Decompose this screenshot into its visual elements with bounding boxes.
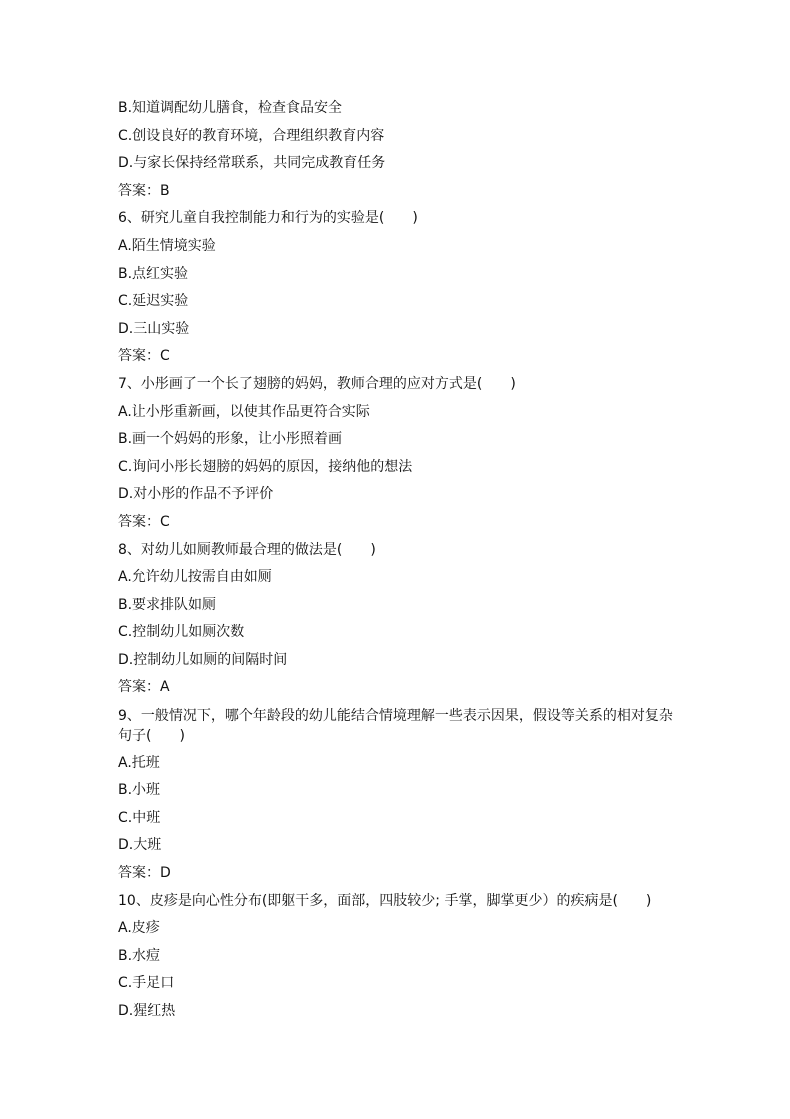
question-line: 10、皮疹是向心性分布(即躯干多，面部，四肢较少; 手掌，脚掌更少）的疾病是( ) (118, 892, 652, 909)
option-line: A.陌生情境实验 (118, 237, 216, 254)
answer-line: 答案：C (118, 348, 170, 365)
option-line: D.大班 (118, 837, 162, 854)
option-line: D.猩红热 (118, 1003, 176, 1019)
option-line: D.对小彤的作品不予评价 (118, 486, 274, 503)
answer-line: 答案：C (118, 513, 170, 530)
option-line: D.与家长保持经常联系，共同完成教育任务 (118, 155, 386, 172)
option-line: A.托班 (118, 754, 160, 771)
answer-line: 答案：A (118, 679, 170, 696)
option-line: B.要求排队如厕 (118, 596, 217, 613)
question-line: 9、一般情况下，哪个年龄段的幼儿能结合情境理解一些表示因果，假设等关系的相对复杂句子( ) (118, 707, 673, 744)
option-line: C.手足口 (118, 975, 175, 992)
option-line: B.知道调配幼儿膳食，检查食品安全 (118, 100, 343, 116)
answer-line: 答案：D (118, 865, 171, 882)
option-line: B.小班 (118, 782, 161, 799)
question-line: 6、研究儿童自我控制能力和行为的实验是( ) (118, 210, 418, 227)
option-line: B.画一个妈妈的形象，让小彤照着画 (118, 431, 343, 448)
answer-line: 答案：B (118, 182, 170, 199)
option-line: C.创设良好的教育环境，合理组织教育内容 (118, 127, 385, 144)
question-line: 8、对幼儿如厕教师最合理的做法是( ) (118, 541, 376, 558)
option-line: A.皮疹 (118, 920, 160, 937)
question-line: 7、小彤画了一个长了翅膀的妈妈，教师合理的应对方式是( ) (118, 375, 516, 392)
option-line: D.控制幼儿如厕的间隔时间 (118, 651, 288, 668)
option-line: C.延迟实验 (118, 293, 189, 310)
option-line: C.询问小彤长翅膀的妈妈的原因，接纳他的想法 (118, 458, 413, 475)
document-page (118, 95, 678, 1026)
option-line: B.点红实验 (118, 265, 189, 282)
option-line: A.允许幼儿按需自由如厕 (118, 569, 272, 586)
option-line: C.控制幼儿如厕次数 (118, 624, 245, 641)
option-line: C.中班 (118, 809, 161, 826)
option-line: D.三山实验 (118, 320, 190, 337)
option-line: B.水痘 (118, 947, 161, 964)
option-line: A.让小彤重新画，以使其作品更符合实际 (118, 403, 370, 420)
